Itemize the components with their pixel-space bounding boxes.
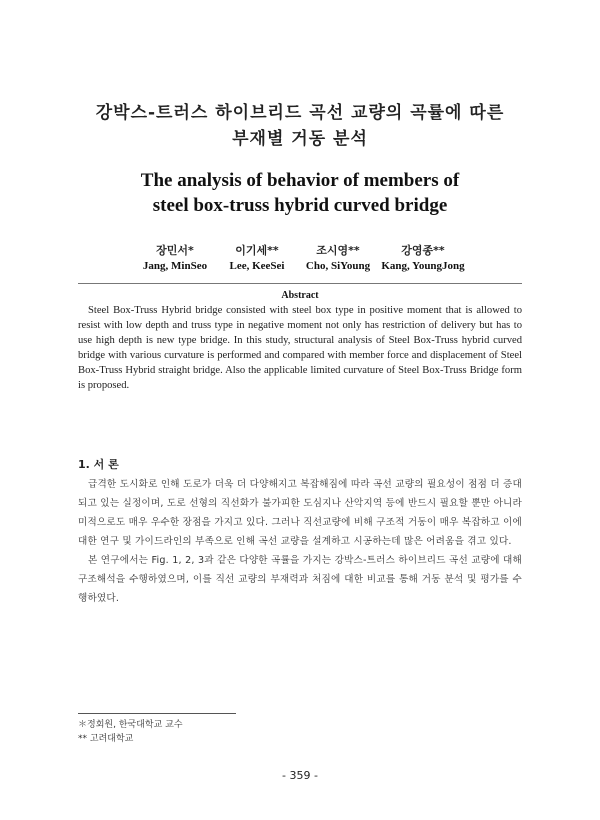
author-3 [293, 242, 383, 272]
author-2 [212, 242, 302, 272]
author-3-english-name: Cho, SiYoung [305, 260, 371, 272]
author-2-english-name: Lee, KeeSei [229, 260, 285, 272]
english-title-line-2: steel box-truss hybrid curved bridge [152, 195, 448, 216]
header-divider [78, 283, 522, 284]
author-4-english-name: Kang, YoungJong [381, 260, 465, 272]
author-3-korean-name: 조시영** [316, 244, 360, 257]
abstract-heading: Abstract [281, 290, 319, 301]
footnote-1: ＊정회원, 한국대학교 교수 [78, 720, 183, 730]
abstract-body: Steel Box-Truss Hybrid bridge consisted with steel box type in positive moment that is allowed to resist with low depth and truss type in negative moment not only has restriction of delivery but has to use high depth is new type bridge. In this study, structural analysis of Steel Box-Truss hybrid curved bridge with various curvature is performed and compared with member force and displacement of Steel Box-Truss Hybrid straight bridge. Also the applicable limited curvature of Steel Box-Truss Bridge form is proposed. [78, 305, 522, 391]
author-1-english-name: Jang, MinSeo [142, 260, 208, 272]
english-title-line-1: The analysis of behavior of members of [140, 170, 460, 191]
author-4-korean-name: 강영종** [401, 244, 445, 257]
section-1-paragraph-1: 급격한 도시화로 인해 도로가 더욱 더 다양해지고 복잡해짐에 따라 곡선 교량의 필요성이 점점 더 증대되고 있는 실정이며, 도로 선형의 직선화가 불가피한 도심지나 산악지역 등에 반드시 필요할 뿐만 아니라 미적으로도 매우 우수한 장점을 가지고 있다. 그러나 직선교량에 비해 구조적 거동이 매우 복잡하고 이에 대한 연구 및 가이드라인의 부족으로 인해 곡선 교량을 설계하고 시공하는데 많은 어려움을 겪고 있다. [78, 479, 522, 547]
page-number: - 359 - [282, 769, 318, 782]
author-list [140, 242, 465, 282]
section-1-paragraph-2: 본 연구에서는 Fig. 1, 2, 3과 같은 다양한 곡률을 가지는 강박스-트러스 하이브리드 곡선 교량에 대해 구조해석을 수행하였으며, 이를 직선 교량의 부재력과 처짐에 대한 비교를 통해 거동 분석 및 평가를 수행하였다. [78, 555, 522, 604]
author-4 [378, 242, 468, 272]
author-1 [130, 242, 220, 272]
footnote-2: ** 고려대학교 [78, 734, 134, 744]
footnote-divider [78, 713, 236, 714]
author-2-korean-name: 이기세** [235, 244, 279, 257]
section-1-heading: 1. 서 론 [78, 458, 119, 471]
korean-title-line-1: 강박스-트러스 하이브리드 곡선 교량의 곡률에 따른 [95, 103, 505, 123]
author-1-korean-name: 장민서* [156, 244, 194, 257]
korean-title-line-2: 부재별 거동 분석 [232, 129, 368, 149]
